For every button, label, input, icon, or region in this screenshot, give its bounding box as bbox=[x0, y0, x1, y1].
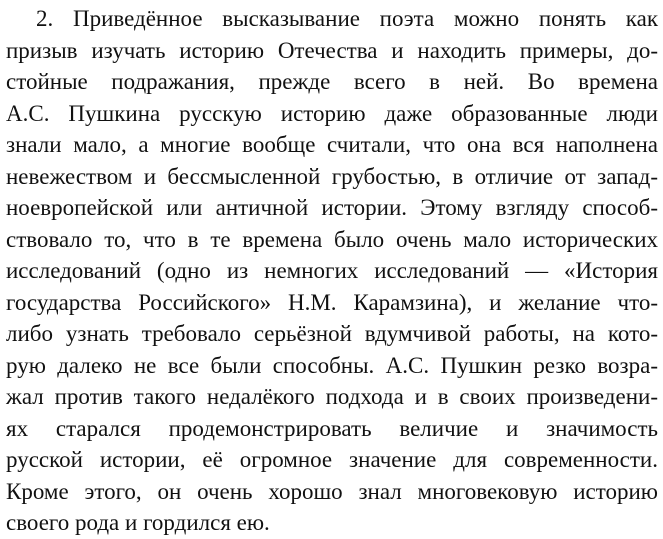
text-line: 2. Приведённое высказывание поэта можно понять как bbox=[36, 6, 658, 31]
text-line: ноевропейской или античной истории. Этому взгляду способ- bbox=[6, 195, 658, 220]
text-line: знали мало, а многие вообще считали, что она вся наполнена bbox=[6, 132, 658, 157]
text-line: жал против такого недалёкого подхода и в своих произведени- bbox=[6, 384, 658, 409]
text-line: призыв изучать историю Отечества и находить примеры, до- bbox=[6, 37, 658, 63]
text-line: исследований (одно из немногих исследований — «История bbox=[6, 258, 658, 283]
text-line: невежеством и бессмысленной грубостью, в отличие от запад- bbox=[6, 163, 658, 189]
text-line: либо узнать требовало серьёзной вдумчивой работы, на кото- bbox=[6, 321, 658, 346]
text-line: русской истории, её огромное значение для современности. bbox=[6, 447, 658, 472]
text-line: ствовало то, что в те времена было очень мало исторических bbox=[6, 226, 658, 252]
text-line: ях старался продемонстрировать величие и значимость bbox=[6, 415, 658, 441]
text-line: А.С. Пушкина русскую историю даже образованные люди bbox=[6, 100, 658, 126]
text-line: своего рода и гордился ею. bbox=[6, 510, 270, 535]
text-line: рую далеко не все были способны. А.С. Пушкин резко возра- bbox=[6, 352, 658, 378]
text-line: стойные подражания, прежде всего в ней. Во времена bbox=[6, 69, 658, 94]
text-line: Кроме этого, он очень хорошо знал многовековую историю bbox=[6, 478, 658, 504]
text-line: государства Российского» Н.М. Карамзина), и желание что- bbox=[6, 289, 658, 315]
answer-paragraph bbox=[6, 3, 658, 539]
